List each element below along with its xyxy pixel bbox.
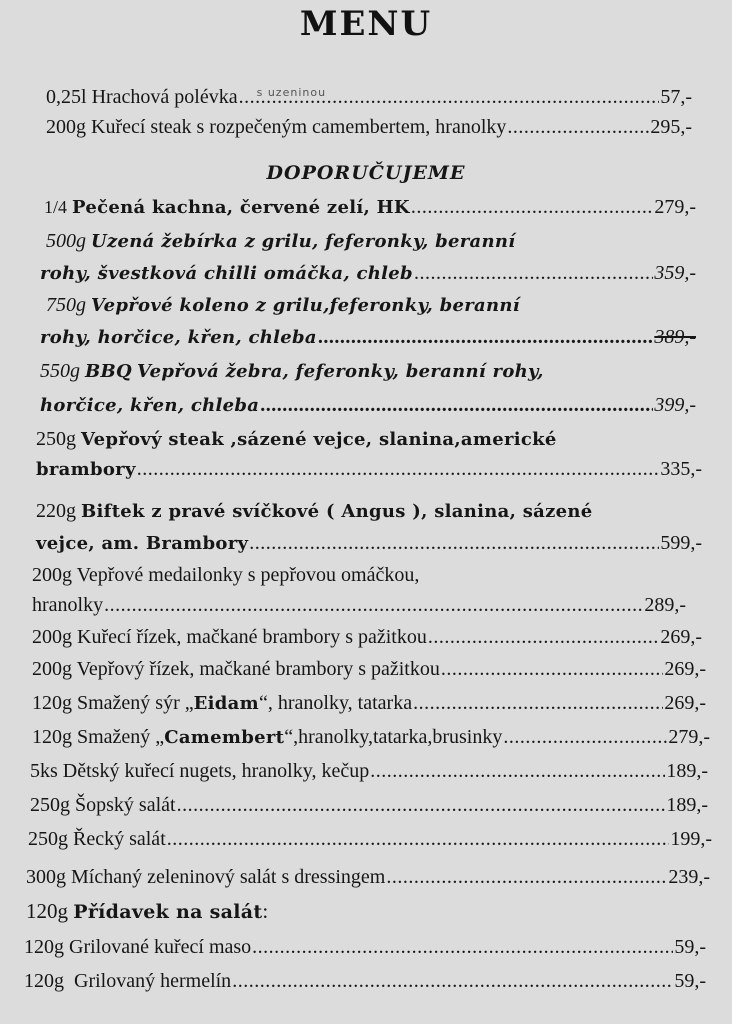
item-qty: 120g [32, 692, 72, 714]
dot-leader [104, 592, 643, 618]
item-qty: 200g [32, 564, 72, 586]
item-qty: 200g [46, 116, 86, 138]
menu-item-biftek-line1 [36, 498, 696, 525]
item-name: Míchaný zeleninový salát s dressingem [71, 866, 386, 888]
item-price: 295,- [650, 116, 692, 138]
item-price: 389,- [654, 326, 696, 348]
item-price: 269,- [664, 692, 706, 714]
item-price: 335,- [660, 458, 702, 480]
addon-heading-colon: : [262, 899, 269, 923]
addon-heading-label: Přídavek na salát [73, 901, 263, 923]
menu-item-chicken-steak [46, 114, 692, 140]
dot-leader [260, 392, 653, 418]
dot-leader [414, 260, 653, 286]
menu-item-knee-line1 [46, 292, 696, 319]
item-name-cont: hranolky [32, 594, 104, 616]
item-price: 59,- [674, 970, 706, 992]
item-name-cont: rohy, horčice, křen, chleba [40, 327, 317, 348]
item-qty: 0,25l [46, 86, 87, 108]
menu-item-nuggets [30, 758, 708, 784]
item-price: 269,- [664, 658, 706, 680]
item-qty: 250g [36, 428, 76, 450]
item-name-pre: Smažený sýr „ [77, 692, 194, 714]
dot-leader [318, 324, 653, 350]
item-name: Vepřový řízek, mačkané brambory s pažitkou [76, 658, 440, 680]
dot-leader [428, 624, 659, 650]
dot-leader [413, 690, 663, 716]
item-qty: 120g [24, 936, 64, 958]
item-price: 59,- [674, 936, 706, 958]
item-name: Uzená žebírka z grilu, feferonky, beranní [91, 231, 516, 252]
item-name: Kuřecí steak s rozpečeným camembertem, hranolky [91, 116, 507, 138]
menu-item-eidam [32, 690, 706, 717]
dot-leader [370, 758, 665, 784]
item-name-bold: Eidam [193, 693, 259, 714]
menu-item-ribs-line2 [40, 260, 696, 287]
menu-item-pork-schnitzel [32, 656, 706, 682]
item-name-pre: Smažený „ [77, 726, 165, 748]
item-price: 189,- [666, 794, 708, 816]
item-price: 189,- [666, 760, 708, 782]
dot-leader [137, 456, 660, 482]
item-qty: 120g [26, 899, 68, 923]
item-qty: 300g [26, 866, 66, 888]
item-price: 279,- [668, 726, 710, 748]
item-qty: 550g [40, 360, 80, 382]
menu-item-mixed-salad [26, 864, 710, 890]
dot-leader [441, 656, 663, 682]
menu-item-pork-steak-line1 [36, 426, 696, 453]
item-name-post: “, hranolky, tatarka [259, 692, 413, 714]
menu-item-soup [46, 84, 692, 110]
item-name-cont: rohy, švestková chilli omáčka, chleb [40, 263, 413, 284]
dot-leader [239, 84, 660, 110]
item-name: Hrachová polévka [91, 86, 238, 108]
item-qty: 250g [28, 828, 68, 850]
menu-title: MENU [299, 4, 433, 44]
dot-leader [232, 968, 673, 994]
item-name: Biftek z pravé svíčkové ( Angus ), slanina, sázené [81, 501, 593, 522]
item-qty: 120g [32, 726, 72, 748]
item-name-cont: horčice, křen, chleba [40, 395, 260, 416]
item-qty: 200g [32, 658, 72, 680]
dot-leader [177, 792, 666, 818]
menu-item-camembert [32, 724, 710, 751]
item-name: Kuřecí řízek, mačkané brambory s pažitkou [77, 626, 427, 648]
item-name-bold: Camembert [164, 727, 285, 748]
item-name: Vepřový steak ,sázené vejce, slanina,americké [81, 429, 557, 450]
item-qty: 120g [24, 970, 64, 992]
item-price: 289,- [644, 594, 686, 616]
menu-item-ribs-line1 [46, 228, 696, 255]
item-price: 279,- [654, 196, 696, 218]
item-qty: 500g [46, 230, 86, 252]
dot-leader [252, 934, 673, 960]
dot-leader [249, 530, 659, 556]
item-qty: 220g [36, 500, 76, 522]
item-name: Grilované kuřecí maso [69, 936, 252, 958]
menu-item-bbq-line1 [40, 358, 696, 385]
menu-item-shopska-salad [30, 792, 708, 818]
menu-item-addon-chicken [24, 934, 706, 960]
item-name: Pečená kachna, červené zelí, HK [72, 197, 410, 218]
item-name-post: “,hranolky,tatarka,brusinky [284, 726, 503, 748]
item-name-bbq: BBQ [85, 361, 133, 382]
dot-leader [167, 826, 670, 852]
menu-item-greek-salad [28, 826, 712, 852]
item-name: Grilovaný hermelín [69, 970, 232, 992]
item-name-cont: brambory [36, 459, 136, 480]
menu-item-pork-steak-line2 [36, 456, 702, 483]
recommend-heading: DOPORUČUJEME [266, 162, 466, 184]
item-qty: 750g [46, 294, 86, 316]
dot-leader [507, 114, 649, 140]
menu-item-medallions-line1 [32, 562, 692, 588]
item-price: 599,- [660, 532, 702, 554]
item-price: 269,- [660, 626, 702, 648]
item-name: Vepřová žebra, feferonky, beranní rohy, [137, 361, 544, 382]
menu-item-biftek-line2 [36, 530, 702, 557]
item-price: 359,- [654, 262, 696, 284]
dot-leader [411, 194, 653, 220]
dot-leader [386, 864, 667, 890]
item-name: Vepřové medailonky s pepřovou omáčkou, [76, 564, 420, 586]
item-name: Šopský salát [75, 794, 176, 816]
item-price: 399,- [654, 394, 696, 416]
item-price: 57,- [660, 86, 692, 108]
item-name: Dětský kuřecí nugets, hranolky, kečup [62, 760, 370, 782]
item-qty: 5ks [30, 760, 58, 782]
menu-item-knee-line2 [40, 324, 696, 351]
menu-item-chicken-schnitzel [32, 624, 702, 650]
item-qty: 250g [30, 794, 70, 816]
menu-item-duck [44, 194, 696, 221]
addon-heading [26, 898, 706, 925]
item-price: 199,- [670, 828, 712, 850]
menu-item-bbq-line2 [40, 392, 696, 419]
item-qty: 1/4 [44, 197, 68, 217]
item-qty: 200g [32, 626, 72, 648]
menu-item-addon-hermelin [24, 968, 706, 994]
item-name: Vepřové koleno z grilu,feferonky, beranní [91, 295, 520, 316]
item-name-cont: vejce, am. Brambory [36, 533, 249, 554]
dot-leader [503, 724, 667, 750]
item-name: Řecký salát [73, 828, 166, 850]
menu-item-medallions-line2 [32, 592, 686, 618]
item-price: 239,- [668, 866, 710, 888]
handwritten-note: s uzeninou [256, 86, 327, 99]
